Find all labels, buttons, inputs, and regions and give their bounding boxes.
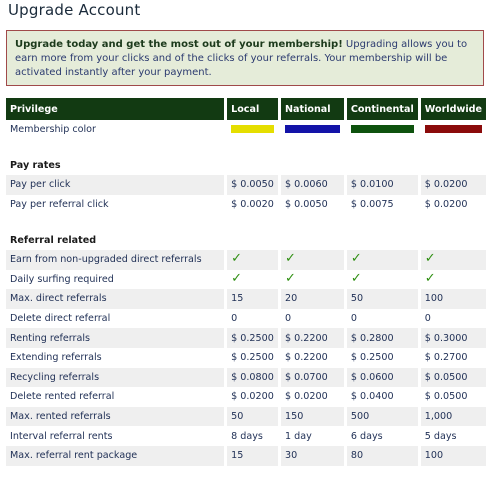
- notice-headline: Upgrade today and get the most out of your membership!: [15, 39, 343, 50]
- table-cell: 500: [345, 407, 419, 427]
- check-icon: ✓: [424, 270, 436, 286]
- membership-color-row: [6, 120, 486, 140]
- color-swatch-continental: [351, 125, 414, 133]
- table-cell: $ 0.0600: [345, 368, 419, 388]
- table-cell: $ 0.2500: [226, 328, 280, 348]
- table-row: [6, 309, 486, 329]
- table-cell: [279, 250, 345, 270]
- table-row: [6, 289, 486, 309]
- page-title: Upgrade Account: [8, 1, 141, 19]
- table-cell: $ 0.2500: [345, 348, 419, 368]
- color-swatch-national: [285, 125, 340, 133]
- table-cell: $ 0.0200: [419, 175, 486, 195]
- table-cell: 0: [419, 309, 486, 329]
- upgrade-notice: [6, 30, 484, 86]
- check-icon: ✓: [350, 251, 362, 267]
- spacer-row: [6, 214, 486, 222]
- row-label: Pay per referral click: [6, 195, 226, 215]
- section-heading-referral: [6, 222, 486, 250]
- column-header-national: National: [279, 98, 345, 120]
- table-cell: $ 0.0700: [279, 368, 345, 388]
- row-label: Recycling referrals: [6, 368, 226, 388]
- table-cell: 50: [345, 289, 419, 309]
- notice-text: Upgrading allows you to earn more from your clicks and of the clicks of your referrals. Your membership will be activated instantly after your payment.: [15, 39, 468, 78]
- spacer-row: [6, 140, 486, 148]
- check-icon: ✓: [424, 251, 436, 267]
- check-icon: ✓: [231, 251, 242, 267]
- table-cell: $ 0.2200: [279, 348, 345, 368]
- table-cell: 30: [279, 446, 345, 466]
- column-header-continental: Continental: [345, 98, 419, 120]
- table-cell: $ 0.0050: [226, 175, 280, 195]
- row-label: Daily surfing required: [6, 270, 226, 290]
- row-label: Renting referrals: [6, 328, 226, 348]
- table-cell: 5 days: [419, 426, 486, 446]
- table-cell: $ 0.2700: [419, 348, 486, 368]
- table-cell: [226, 270, 280, 290]
- table-header-row: [6, 98, 486, 120]
- table-cell: $ 0.2200: [279, 328, 345, 348]
- table-cell: $ 0.0400: [345, 387, 419, 407]
- table-cell: $ 0.3000: [419, 328, 486, 348]
- row-label: Max. rented referrals: [6, 407, 226, 427]
- table-cell: [279, 270, 345, 290]
- row-label: Pay per click: [6, 175, 226, 195]
- table-cell: 0: [279, 309, 345, 329]
- table-cell: $ 0.2800: [345, 328, 419, 348]
- section-title: Referral related: [6, 222, 486, 250]
- row-label: Membership color: [6, 120, 226, 140]
- table-row: [6, 426, 486, 446]
- table-cell: [419, 270, 486, 290]
- table-cell: $ 0.2500: [226, 348, 280, 368]
- column-header-worldwide: Worldwide: [419, 98, 486, 120]
- table-cell: $ 0.0800: [226, 368, 280, 388]
- table-row: [6, 175, 486, 195]
- row-label: Max. direct referrals: [6, 289, 226, 309]
- table-cell: $ 0.0200: [279, 387, 345, 407]
- table-cell: 50: [226, 407, 280, 427]
- table-cell: 1 day: [279, 426, 345, 446]
- section-title: Pay rates: [6, 148, 486, 176]
- column-header-local: Local: [226, 98, 280, 120]
- table-cell: $ 0.0100: [345, 175, 419, 195]
- row-label: Max. referral rent package: [6, 446, 226, 466]
- table-cell: $ 0.0500: [419, 387, 486, 407]
- table-cell: 80: [345, 446, 419, 466]
- table-cell: 20: [279, 289, 345, 309]
- table-cell: 8 days: [226, 426, 280, 446]
- section-heading-pay-rates: [6, 148, 486, 176]
- table-cell: $ 0.0020: [226, 195, 280, 215]
- table-cell: 15: [226, 446, 280, 466]
- table-cell: 15: [226, 289, 280, 309]
- table-row: [6, 195, 486, 215]
- table-row: [6, 348, 486, 368]
- row-label: Delete rented referral: [6, 387, 226, 407]
- table-row: [6, 446, 486, 466]
- color-swatch-worldwide: [425, 125, 482, 133]
- table-cell: [345, 270, 419, 290]
- check-icon: ✓: [350, 270, 362, 286]
- table-cell: $ 0.0200: [419, 195, 486, 215]
- check-icon: ✓: [284, 251, 296, 267]
- table-row: [6, 270, 486, 290]
- table-cell: [419, 250, 486, 270]
- color-swatch-local: [231, 125, 274, 133]
- table-cell: [345, 250, 419, 270]
- table-cell: 0: [226, 309, 280, 329]
- row-label: Earn from non-upgraded direct referrals: [6, 250, 226, 270]
- table-cell: [226, 250, 280, 270]
- table-row: [6, 407, 486, 427]
- row-label: Delete direct referral: [6, 309, 226, 329]
- membership-comparison-table: [6, 98, 486, 466]
- table-cell: 1,000: [419, 407, 486, 427]
- table-cell: $ 0.0050: [279, 195, 345, 215]
- check-icon: ✓: [231, 270, 242, 286]
- table-row: [6, 328, 486, 348]
- table-row: [6, 368, 486, 388]
- table-cell: 150: [279, 407, 345, 427]
- row-label: Interval referral rents: [6, 426, 226, 446]
- table-cell: $ 0.0060: [279, 175, 345, 195]
- table-cell: 6 days: [345, 426, 419, 446]
- table-cell: 100: [419, 446, 486, 466]
- table-cell: 100: [419, 289, 486, 309]
- column-header-privilege: Privilege: [6, 98, 226, 120]
- table-row: [6, 250, 486, 270]
- row-label: Extending referrals: [6, 348, 226, 368]
- table-cell: $ 0.0200: [226, 387, 280, 407]
- table-cell: 0: [345, 309, 419, 329]
- table-row: [6, 387, 486, 407]
- table-cell: $ 0.0075: [345, 195, 419, 215]
- check-icon: ✓: [284, 270, 296, 286]
- table-cell: $ 0.0500: [419, 368, 486, 388]
